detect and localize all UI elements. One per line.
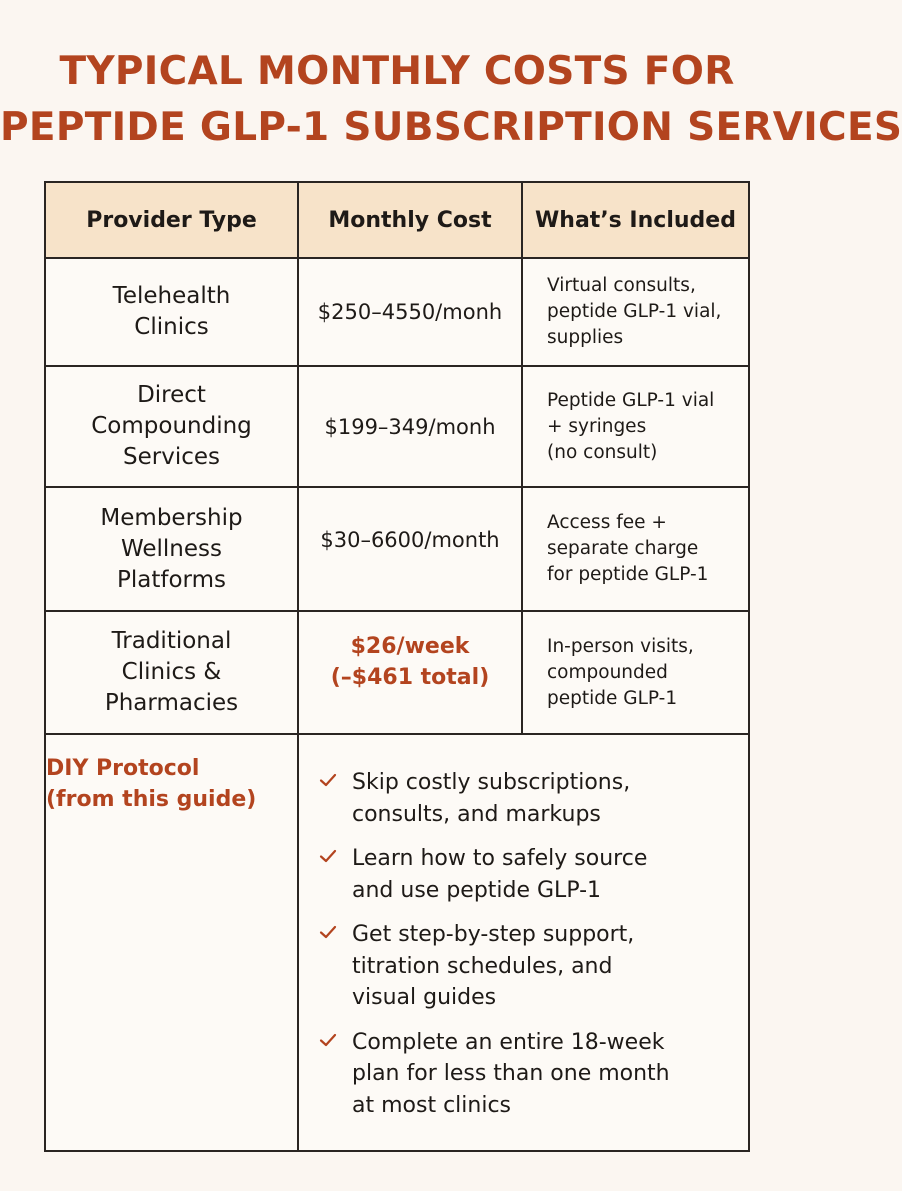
- benefit-text: visual guides: [352, 985, 497, 1010]
- diy-label-line: (from this guide): [46, 787, 257, 812]
- provider-label: Telehealth: [112, 283, 231, 309]
- benefit-text: Learn how to safely source: [352, 846, 648, 871]
- provider-label: Platforms: [117, 566, 226, 593]
- included-text: Access fee +: [547, 512, 667, 533]
- benefit-text: and use peptide GLP-1: [352, 877, 602, 903]
- table-row-membership-included: [523, 488, 748, 610]
- header-whats-included: What’s Included: [535, 207, 736, 233]
- diy-benefits-list: [312, 767, 732, 1134]
- benefit-text: Skip costly subscriptions,: [352, 770, 631, 795]
- title-line-1: TYPICAL MONTHLY COSTS FOR: [59, 49, 735, 94]
- provider-label: Membership: [100, 504, 243, 531]
- checkmark-icon: [318, 770, 338, 790]
- list-item: [312, 843, 732, 906]
- included-text: In-person visits,: [547, 635, 694, 657]
- header-provider-type: Provider Type: [86, 207, 257, 233]
- provider-label: Wellness: [120, 535, 223, 562]
- provider-label: Traditional: [111, 628, 232, 654]
- list-item: [312, 919, 732, 1014]
- included-text: supplies: [547, 327, 624, 348]
- page-title: [0, 44, 902, 156]
- title-line-2: PEPTIDE GLP-1 SUBSCRIPTION SERVICES: [0, 105, 902, 150]
- highlight-cost-weekly: $26/week: [350, 633, 470, 659]
- checkmark-icon: [318, 846, 338, 866]
- provider-label: Clinics &: [121, 659, 222, 685]
- table-row-traditional-provider: [46, 612, 297, 733]
- table-row-direct-compounding-included: [523, 367, 748, 486]
- table-row-membership-cost: $30–6600/month: [320, 528, 500, 552]
- included-text: separate charge: [547, 538, 699, 559]
- included-text: peptide GLP-1: [547, 687, 678, 709]
- header-monthly-cost: Monthly Cost: [328, 207, 492, 233]
- benefit-text: consults, and markups: [352, 801, 601, 827]
- table-row-telehealth-included: [523, 259, 748, 365]
- list-item: [312, 767, 732, 830]
- benefit-text: at most clinics: [352, 1092, 512, 1118]
- table-row-traditional-included: [523, 612, 748, 733]
- list-item: [312, 1027, 732, 1122]
- table-row-traditional-cost: [299, 612, 521, 733]
- included-text: Peptide GLP-1 vial: [547, 389, 715, 411]
- highlight-cost-total: (–$461 total): [330, 664, 490, 690]
- provider-label: Pharmacies: [104, 690, 239, 716]
- provider-label: Compounding: [91, 413, 252, 439]
- checkmark-icon: [318, 1030, 338, 1050]
- provider-label: Direct: [137, 382, 206, 408]
- benefit-text: titration schedules, and: [352, 953, 613, 979]
- checkmark-icon: [318, 922, 338, 942]
- included-text: compounded: [547, 661, 668, 683]
- included-text: Virtual consults,: [547, 275, 696, 296]
- diy-label-line: DIY Protocol: [46, 756, 200, 781]
- table-row-membership-provider: [46, 488, 297, 610]
- table-row-telehealth-cost: $250–4550/monh: [317, 300, 503, 324]
- benefit-text: Get step-by-step support,: [352, 922, 635, 947]
- provider-label: Clinics: [134, 314, 209, 340]
- cost-comparison-table: [44, 181, 750, 1152]
- table-row-direct-compounding-cost: $199–349/monh: [324, 414, 496, 439]
- included-text: (no consult): [547, 441, 658, 463]
- benefit-text: plan for less than one month: [352, 1061, 670, 1086]
- included-text: peptide GLP-1 vial,: [547, 301, 722, 322]
- included-text: for peptide GLP-1: [547, 564, 709, 585]
- table-row-direct-compounding-provider: [46, 367, 297, 486]
- diy-protocol-label: [46, 735, 297, 1150]
- benefit-text: Complete an entire 18-week: [352, 1029, 665, 1055]
- provider-label: Services: [123, 444, 220, 470]
- included-text: + syringes: [547, 415, 647, 437]
- table-row-telehealth-provider: [46, 259, 297, 365]
